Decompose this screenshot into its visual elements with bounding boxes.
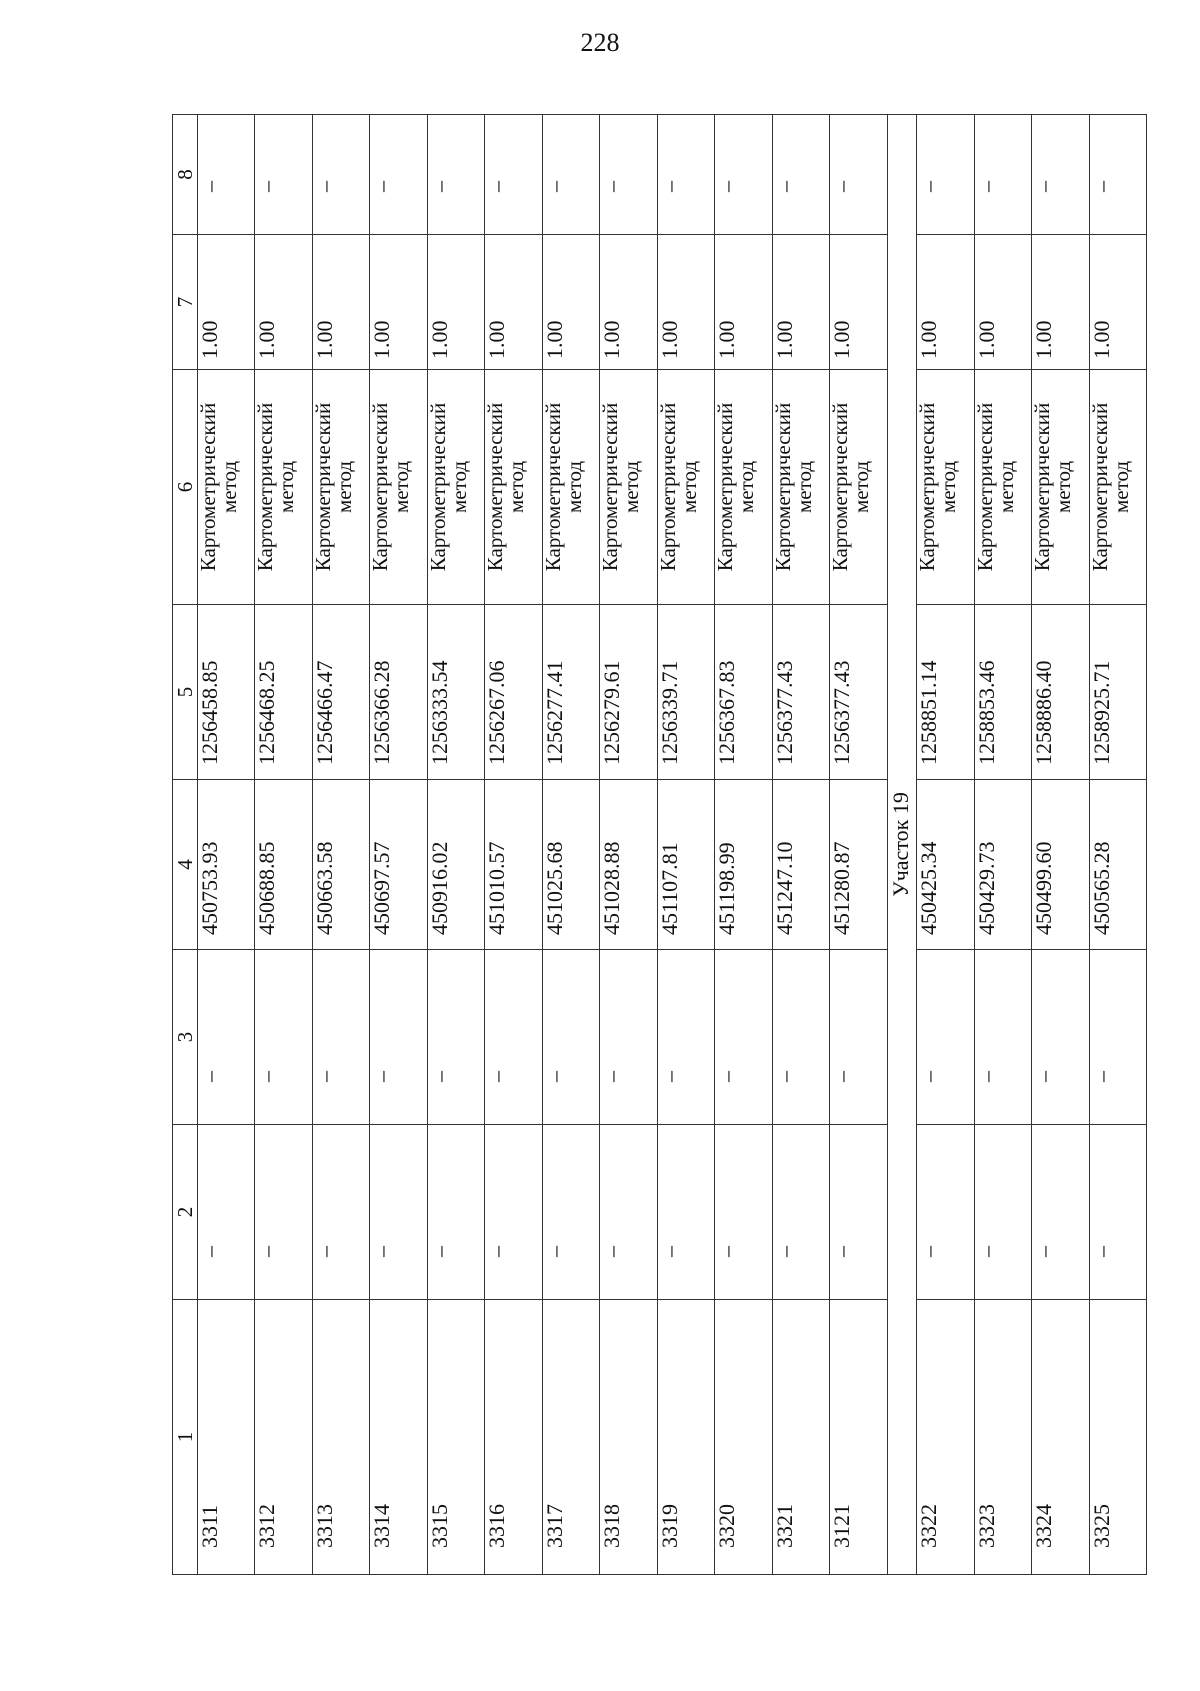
method-cell: [255, 370, 312, 605]
method-line-2: метод: [936, 460, 961, 514]
table-row: [370, 115, 427, 1575]
method-cell: [917, 370, 974, 605]
y-coordinate-cell: 1258886.40: [1032, 605, 1089, 780]
column-2-cell: –: [657, 1125, 714, 1300]
column-3-cell: –: [830, 950, 887, 1125]
section-label: Участок 19: [887, 115, 916, 1575]
column-8-cell: –: [312, 115, 369, 235]
method-cell: [198, 370, 255, 605]
column-8-cell: –: [715, 115, 772, 235]
y-coordinate-cell: 1256377.43: [772, 605, 829, 780]
method-line-1: Картометрический: [713, 402, 738, 572]
column-3-cell: –: [600, 950, 657, 1125]
column-2-cell: –: [917, 1125, 974, 1300]
accuracy-cell: 1.00: [255, 235, 312, 370]
column-3-cell: –: [715, 950, 772, 1125]
point-number-cell: 3323: [974, 1300, 1031, 1575]
point-number-cell: 3121: [830, 1300, 887, 1575]
method-line-1: Картометрический: [770, 402, 795, 572]
table-body-part-2: [917, 115, 1147, 1575]
method-line-1: Картометрический: [540, 402, 565, 572]
point-number-cell: 3313: [312, 1300, 369, 1575]
y-coordinate-cell: 1256339.71: [657, 605, 714, 780]
method-line-1: Картометрический: [972, 402, 997, 572]
point-number-cell: 3317: [542, 1300, 599, 1575]
column-2-cell: –: [600, 1125, 657, 1300]
accuracy-cell: 1.00: [772, 235, 829, 370]
coordinates-table: [172, 114, 1147, 1575]
y-coordinate-cell: 1258925.71: [1089, 605, 1147, 780]
table-row: [1089, 115, 1147, 1575]
column-2-cell: –: [974, 1125, 1031, 1300]
method-line-1: Картометрический: [915, 402, 940, 572]
accuracy-cell: 1.00: [917, 235, 974, 370]
method-line-2: метод: [446, 460, 471, 514]
table-row: [312, 115, 369, 1575]
column-number-row: [173, 115, 198, 1575]
column-2-cell: –: [255, 1125, 312, 1300]
point-number-cell: 3312: [255, 1300, 312, 1575]
column-8-cell: –: [830, 115, 887, 235]
table-body-part-1: [198, 115, 888, 1575]
x-coordinate-cell: 451028.88: [600, 780, 657, 950]
x-coordinate-cell: 450663.58: [312, 780, 369, 950]
column-2-cell: –: [715, 1125, 772, 1300]
x-coordinate-cell: 451010.57: [485, 780, 542, 950]
point-number-cell: 3320: [715, 1300, 772, 1575]
y-coordinate-cell: 1256277.41: [542, 605, 599, 780]
table-row: [427, 115, 484, 1575]
point-number-cell: 3325: [1089, 1300, 1147, 1575]
accuracy-cell: 1.00: [427, 235, 484, 370]
accuracy-cell: 1.00: [542, 235, 599, 370]
column-header: 4: [173, 780, 198, 950]
column-3-cell: –: [974, 950, 1031, 1125]
table-row: [485, 115, 542, 1575]
point-number-cell: 3318: [600, 1300, 657, 1575]
method-line-2: метод: [734, 460, 759, 514]
accuracy-cell: 1.00: [1032, 235, 1089, 370]
x-coordinate-cell: 451247.10: [772, 780, 829, 950]
column-3-cell: –: [427, 950, 484, 1125]
x-coordinate-cell: 451198.99: [715, 780, 772, 950]
table-row: [830, 115, 887, 1575]
point-number-cell: 3315: [427, 1300, 484, 1575]
method-line-2: метод: [619, 460, 644, 514]
accuracy-cell: 1.00: [600, 235, 657, 370]
column-header: 7: [173, 235, 198, 370]
column-8-cell: –: [485, 115, 542, 235]
y-coordinate-cell: 1256279.61: [600, 605, 657, 780]
method-line-1: Картометрический: [598, 402, 623, 572]
point-number-cell: 3324: [1032, 1300, 1089, 1575]
column-2-cell: –: [542, 1125, 599, 1300]
method-cell: [427, 370, 484, 605]
x-coordinate-cell: 450916.02: [427, 780, 484, 950]
x-coordinate-cell: 450429.73: [974, 780, 1031, 950]
method-line-2: метод: [217, 460, 241, 514]
column-header: 1: [173, 1300, 198, 1575]
column-3-cell: –: [198, 950, 255, 1125]
column-3-cell: –: [772, 950, 829, 1125]
accuracy-cell: 1.00: [370, 235, 427, 370]
method-line-1: Картометрический: [1087, 402, 1112, 572]
method-line-1: Картометрический: [483, 402, 508, 572]
method-cell: [715, 370, 772, 605]
accuracy-cell: 1.00: [830, 235, 887, 370]
column-2-cell: –: [312, 1125, 369, 1300]
y-coordinate-cell: 1258853.46: [974, 605, 1031, 780]
column-3-cell: –: [1032, 950, 1089, 1125]
y-coordinate-cell: 1256468.25: [255, 605, 312, 780]
column-header: 5: [173, 605, 198, 780]
method-line-2: метод: [676, 460, 701, 514]
column-8-cell: –: [427, 115, 484, 235]
column-8-cell: –: [542, 115, 599, 235]
column-8-cell: –: [600, 115, 657, 235]
method-line-1: Картометрический: [310, 402, 335, 572]
point-number-cell: 3316: [485, 1300, 542, 1575]
method-line-1: Картометрический: [655, 402, 680, 572]
x-coordinate-cell: 450753.93: [198, 780, 255, 950]
method-line-2: метод: [1051, 460, 1076, 514]
method-line-2: метод: [791, 460, 816, 514]
column-8-cell: –: [255, 115, 312, 235]
y-coordinate-cell: 1256267.06: [485, 605, 542, 780]
column-8-cell: –: [1089, 115, 1147, 235]
table-row: [974, 115, 1031, 1575]
method-line-2: метод: [274, 460, 299, 514]
column-2-cell: –: [772, 1125, 829, 1300]
column-3-cell: –: [917, 950, 974, 1125]
column-2-cell: –: [198, 1125, 255, 1300]
x-coordinate-cell: 450697.57: [370, 780, 427, 950]
method-cell: [542, 370, 599, 605]
column-8-cell: –: [917, 115, 974, 235]
method-line-2: метод: [389, 460, 414, 514]
column-2-cell: –: [1032, 1125, 1089, 1300]
x-coordinate-cell: 450425.34: [917, 780, 974, 950]
x-coordinate-cell: 450688.85: [255, 780, 312, 950]
point-number-cell: 3321: [772, 1300, 829, 1575]
page-number: 228: [580, 28, 620, 57]
column-2-cell: –: [370, 1125, 427, 1300]
accuracy-cell: 1.00: [657, 235, 714, 370]
method-line-1: Картометрический: [425, 402, 450, 572]
column-2-cell: –: [427, 1125, 484, 1300]
x-coordinate-cell: 451025.68: [542, 780, 599, 950]
y-coordinate-cell: 1256333.54: [427, 605, 484, 780]
column-2-cell: –: [485, 1125, 542, 1300]
accuracy-cell: 1.00: [198, 235, 255, 370]
column-3-cell: –: [312, 950, 369, 1125]
method-line-2: метод: [1108, 460, 1133, 514]
method-line-2: метод: [993, 460, 1018, 514]
column-3-cell: –: [1089, 950, 1147, 1125]
accuracy-cell: 1.00: [1089, 235, 1147, 370]
column-8-cell: –: [198, 115, 255, 235]
y-coordinate-cell: 1256466.47: [312, 605, 369, 780]
accuracy-cell: 1.00: [312, 235, 369, 370]
column-8-cell: –: [1032, 115, 1089, 235]
method-cell: [830, 370, 887, 605]
accuracy-cell: 1.00: [974, 235, 1031, 370]
column-3-cell: –: [485, 950, 542, 1125]
method-line-1: Картометрический: [368, 402, 393, 572]
section-row: [887, 115, 916, 1575]
method-cell: [1089, 370, 1147, 605]
x-coordinate-cell: 451107.81: [657, 780, 714, 950]
method-line-1: Картометрический: [253, 402, 278, 572]
column-2-cell: –: [1089, 1125, 1147, 1300]
table-row: [657, 115, 714, 1575]
column-8-cell: –: [772, 115, 829, 235]
accuracy-cell: 1.00: [485, 235, 542, 370]
y-coordinate-cell: 1256366.28: [370, 605, 427, 780]
method-cell: [312, 370, 369, 605]
y-coordinate-cell: 1256458.85: [198, 605, 255, 780]
method-line-2: метод: [331, 460, 356, 514]
method-cell: [600, 370, 657, 605]
method-cell: [370, 370, 427, 605]
table-frame: [172, 115, 1147, 1575]
y-coordinate-cell: 1256377.43: [830, 605, 887, 780]
method-cell: [974, 370, 1031, 605]
column-8-cell: –: [974, 115, 1031, 235]
column-2-cell: –: [830, 1125, 887, 1300]
table-row: [1032, 115, 1089, 1575]
column-8-cell: –: [657, 115, 714, 235]
table-row: [255, 115, 312, 1575]
method-cell: [485, 370, 542, 605]
method-line-1: Картометрический: [828, 402, 853, 572]
point-number-cell: 3311: [198, 1300, 255, 1575]
column-3-cell: –: [657, 950, 714, 1125]
table-row: [772, 115, 829, 1575]
method-line-2: метод: [849, 460, 874, 514]
table-row: [715, 115, 772, 1575]
column-header: 3: [173, 950, 198, 1125]
column-header: 6: [173, 370, 198, 605]
column-3-cell: –: [255, 950, 312, 1125]
column-3-cell: –: [370, 950, 427, 1125]
column-8-cell: –: [370, 115, 427, 235]
y-coordinate-cell: 1256367.83: [715, 605, 772, 780]
y-coordinate-cell: 1258851.14: [917, 605, 974, 780]
accuracy-cell: 1.00: [715, 235, 772, 370]
column-3-cell: –: [542, 950, 599, 1125]
method-line-1: Картометрический: [1030, 402, 1055, 572]
table-row: [917, 115, 974, 1575]
method-line-2: метод: [561, 460, 586, 514]
point-number-cell: 3322: [917, 1300, 974, 1575]
method-cell: [772, 370, 829, 605]
column-header: 8: [173, 115, 198, 235]
point-number-cell: 3319: [657, 1300, 714, 1575]
method-line-2: метод: [504, 460, 529, 514]
rotated-table-container: [172, 115, 1147, 1575]
x-coordinate-cell: 451280.87: [830, 780, 887, 950]
table-row: [600, 115, 657, 1575]
point-number-cell: 3314: [370, 1300, 427, 1575]
method-cell: [657, 370, 714, 605]
section-divider: [887, 115, 916, 1575]
method-cell: [1032, 370, 1089, 605]
x-coordinate-cell: 450565.28: [1089, 780, 1147, 950]
table-row: [542, 115, 599, 1575]
table-row: [198, 115, 255, 1575]
x-coordinate-cell: 450499.60: [1032, 780, 1089, 950]
column-header: 2: [173, 1125, 198, 1300]
method-line-1: Картометрический: [196, 402, 220, 572]
